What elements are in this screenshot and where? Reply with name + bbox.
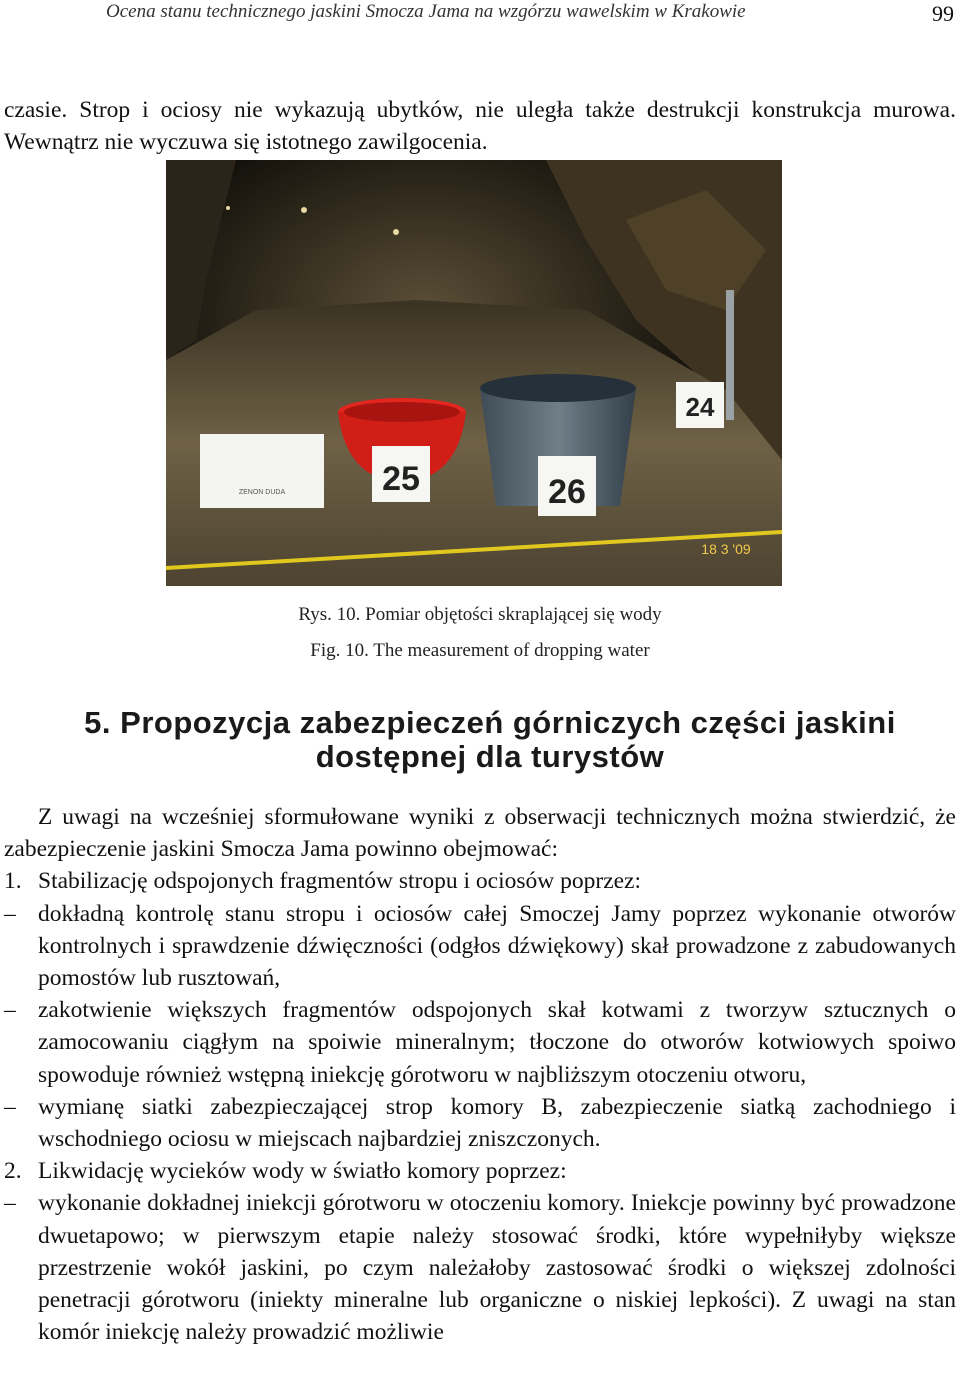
page-number: 99 — [932, 1, 954, 26]
figure-caption-en — [0, 640, 960, 662]
list-item-2-text: Likwidację wycieków wody w światło komory poprzez: — [38, 1158, 567, 1185]
figure-caption-pl — [0, 604, 960, 626]
name-card — [200, 434, 324, 508]
dash-bullet: – — [4, 900, 16, 927]
list-item-2-number: 2. — [4, 1158, 22, 1185]
name-card-text: ZENON DUDA — [238, 489, 286, 496]
cave-photo — [166, 160, 782, 586]
list-item-1 — [4, 865, 956, 897]
red-bowl-inside — [344, 402, 460, 422]
dash-item-text: zakotwienie większych fragmentów odspojonych skał kotwami z tworzyw sztucznych o zamocowaniu ciągłym na spoiwie mineralnym; tłoczone do otworów kotwiowych spoiwo spowoduje również wstępną iniekcję górotworu w najbliższym otoczeniu otworu, — [38, 997, 956, 1088]
dash-item-text: wykonanie dokładnej iniekcji górotworu w otoczeniu komory. Iniekcje powinny być prowadzone dwuetapowo; w pierwszym etapie należy stosować środki, które wypełniłyby większe przestrzenie wokół jaskini, po czym należałoby zastosować środki o większej zdolności penetracji górotworu (iniekty mineralne lub organiczne o niskiej lepkości). Z uwagi na stan komór iniekcję należy prowadzić możliwie — [38, 1190, 956, 1346]
light-spot — [301, 207, 307, 213]
list-item-1-text: Stabilizację odspojonych fragmentów stropu i ociosów poprzez: — [38, 868, 642, 895]
body-text — [4, 801, 956, 1348]
dash-item-text: dokładną kontrolę stanu stropu i ociosów całej Smoczej Jamy poprzez wykonanie otworów kontrolnych i sprawdzenie dźwięczności (odgłos dźwiękowy) skał prowadzone z zabudowanych pomostów lub rusztowań, — [38, 900, 956, 992]
dash-bullet: – — [4, 1093, 16, 1120]
caption-pl-text: Rys. 10. Pomiar objętości skraplającej się wody — [298, 604, 662, 625]
dash-item — [4, 994, 956, 1091]
section-heading: 5. Propozycja zabezpieczeń górniczych części jaskini dostępnej dla turystów — [84, 705, 896, 774]
label-26: 26 — [548, 473, 586, 511]
dash-item — [4, 898, 956, 995]
body-intro-paragraph: Z uwagi na wcześniej sformułowane wyniki z obserwacji technicznych można stwierdzić, że zabezpieczenie jaskini Smocza Jama powinno obejmować: — [4, 804, 956, 863]
label-24: 24 — [685, 392, 715, 422]
intro-paragraph: czasie. Strop i ociosy nie wykazują ubytków, nie uległa także destrukcji konstrukcja murowa. Wewnątrz nie wyczuwa się istotnego zawilgocenia. — [4, 96, 956, 155]
caption-en-text: Fig. 10. The measurement of dropping water — [310, 640, 650, 661]
running-header — [0, 0, 960, 28]
dash-item — [4, 1187, 956, 1348]
header-title: Ocena stanu technicznego jaskini Smocza Jama na wzgórzu wawelskim w Krakowie — [106, 1, 746, 22]
list-item-2 — [4, 1155, 956, 1187]
dash-bullet: – — [4, 1190, 16, 1217]
date-stamp: 18 3 '09 — [701, 541, 751, 557]
grey-bucket-rim — [480, 374, 636, 402]
dash-bullet: – — [4, 997, 16, 1024]
label-25: 25 — [382, 460, 420, 498]
light-spot — [226, 206, 230, 210]
dash-item-text: wymianę siatki zabezpieczającej strop komory B, zabezpieczenie siatką zachodniego i wschodniego ociosu w miejscach najbardziej zniszczonych. — [38, 1093, 956, 1153]
figure-photo — [166, 160, 782, 586]
list-item-1-number: 1. — [4, 868, 22, 895]
measuring-pipe — [726, 290, 734, 420]
light-spot — [393, 229, 399, 235]
dash-item — [4, 1091, 956, 1155]
